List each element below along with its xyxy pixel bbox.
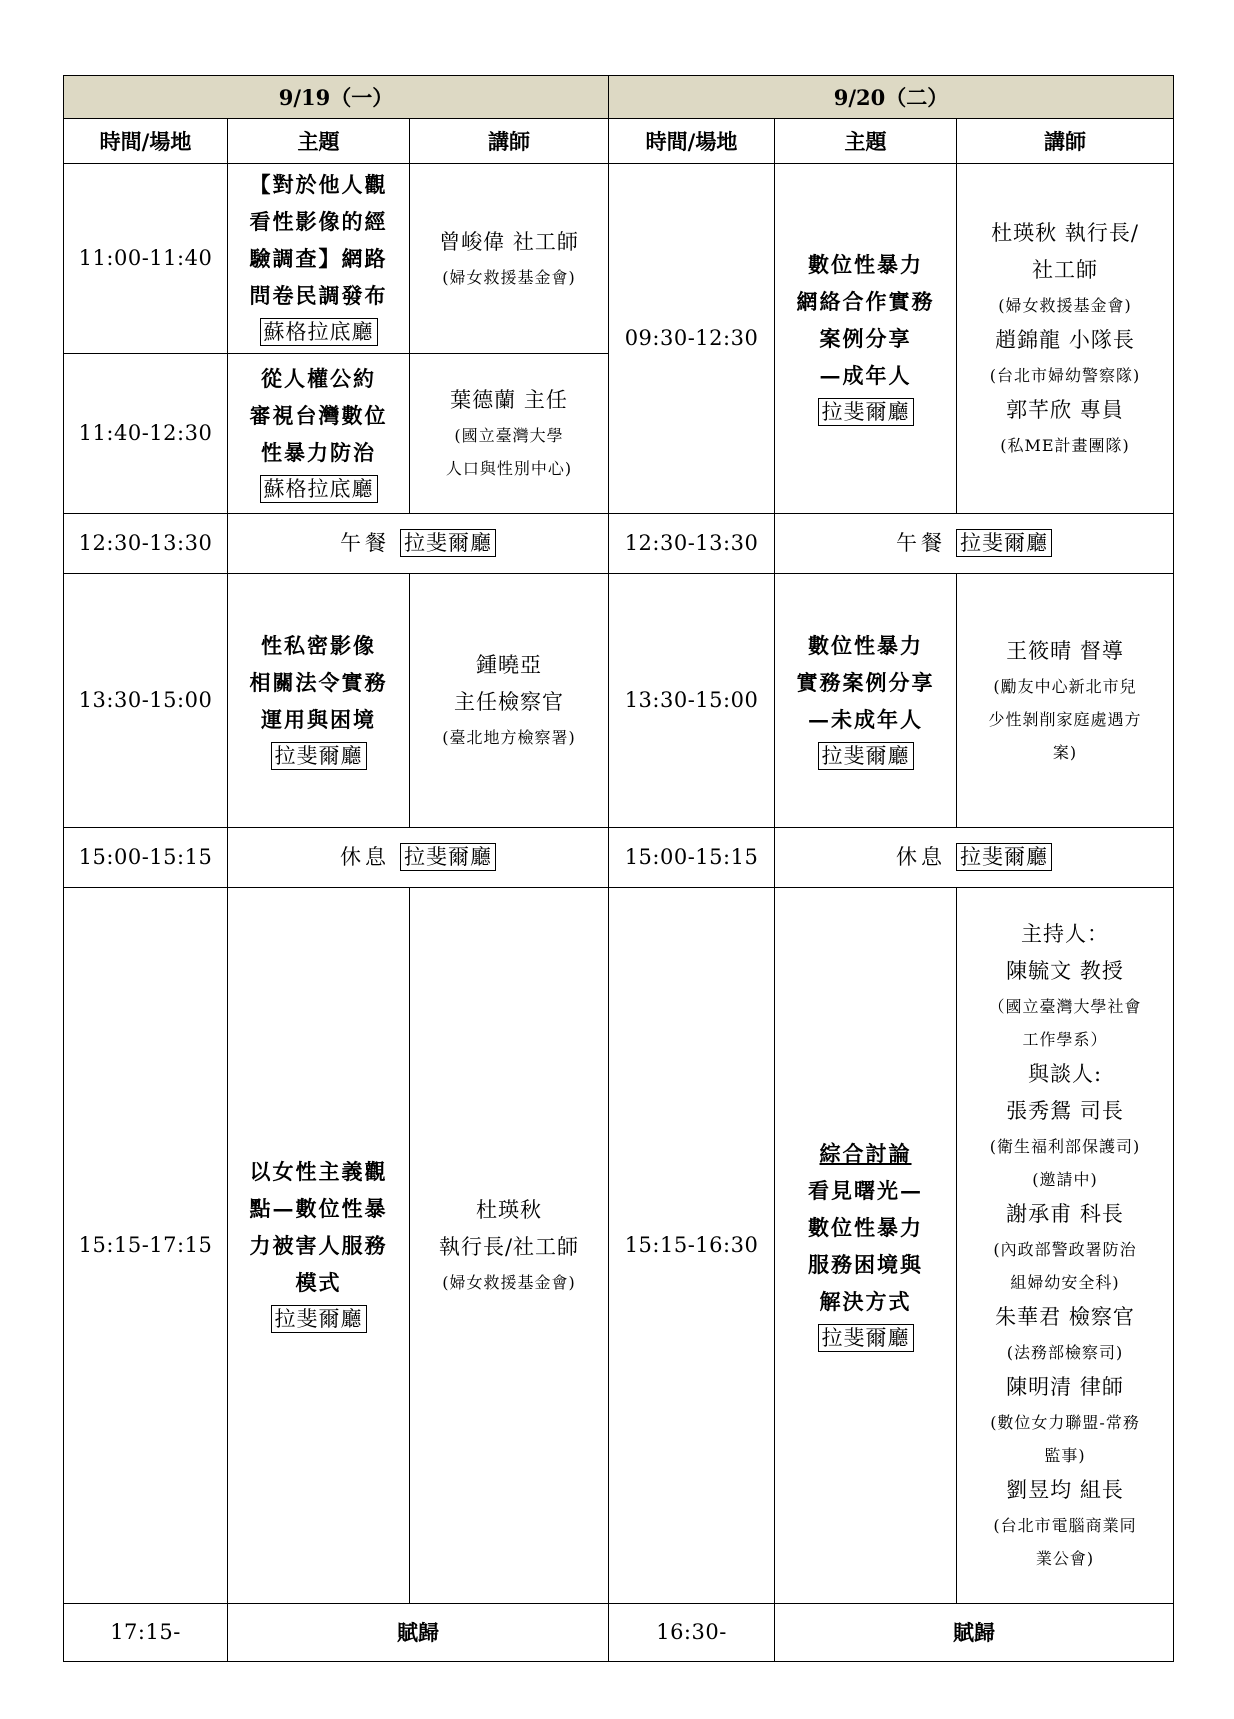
- host-label: 主持人：: [1021, 922, 1110, 946]
- topic-title: 綜合討論: [819, 1140, 912, 1166]
- speaker-org: (內政部警政署防治: [993, 1240, 1137, 1259]
- topic-line: 解決方式: [819, 1288, 912, 1314]
- topic-line: 案例分享: [819, 326, 912, 351]
- room-label: 拉斐爾廳: [271, 742, 367, 770]
- header-speaker: 講師: [957, 119, 1174, 164]
- speaker-name: 朱華君 檢察官: [995, 1305, 1135, 1329]
- topic-line: 驗調查】網路: [249, 246, 388, 271]
- room-label: 拉斐爾廳: [818, 398, 914, 426]
- session-speaker: [410, 164, 609, 354]
- break-label: 休息: [896, 845, 947, 869]
- speaker-org: (婦女救援基金會): [442, 1273, 576, 1292]
- speaker-org: 監事): [1044, 1446, 1086, 1465]
- speaker-name: 鍾曉亞: [476, 653, 542, 677]
- topic-line: 數位性暴力: [808, 1214, 924, 1240]
- topic-line: 審視台灣數位: [249, 402, 388, 428]
- session-time: 12:30-13:30: [609, 514, 775, 574]
- session-time: 15:15-16:30: [609, 888, 775, 1604]
- topic-line: 網絡合作實務: [796, 289, 935, 314]
- header-topic: 主題: [228, 119, 410, 164]
- speaker-org: 工作學系）: [1022, 1030, 1108, 1049]
- room-label: 拉斐爾廳: [956, 843, 1052, 871]
- session-time: 15:00-15:15: [64, 828, 228, 888]
- speaker-name: 葉德蘭 主任: [450, 388, 568, 412]
- speaker-org: (私ME計畫團隊): [1000, 436, 1130, 455]
- session-row: [64, 888, 1174, 1604]
- day2-title: 9/20（二）: [609, 76, 1174, 119]
- room-label: 拉斐爾廳: [818, 742, 914, 770]
- speaker-org: (法務部檢察司): [1006, 1343, 1124, 1362]
- topic-line: 以女性主義觀: [249, 1159, 388, 1184]
- lunch-label: 午餐: [896, 531, 947, 555]
- column-header-row: [64, 119, 1174, 164]
- header-time: 時間/場地: [64, 119, 228, 164]
- lunch-label: 午餐: [340, 531, 390, 555]
- session-row: [64, 574, 1174, 828]
- speaker-org: (衛生福利部保護司): [989, 1137, 1141, 1156]
- topic-line: 點—數位性暴: [249, 1196, 388, 1221]
- session-time: 12:30-13:30: [64, 514, 228, 574]
- speaker-name: 王筱晴 督導: [1006, 638, 1124, 663]
- speaker-org: 人口與性別中心): [445, 459, 573, 478]
- topic-line: 性私密影像: [261, 632, 376, 658]
- speaker-org: (婦女救援基金會): [998, 296, 1132, 315]
- topic-line: 【對於他人觀: [249, 172, 388, 197]
- room-label: 拉斐爾廳: [956, 529, 1052, 557]
- topic-line: 模式: [295, 1270, 342, 1295]
- speaker-name: 社工師: [1032, 258, 1099, 282]
- room-label: 蘇格拉底廳: [260, 475, 378, 503]
- session-topic: [228, 354, 410, 514]
- session-topic: [775, 574, 957, 828]
- session-speaker: [410, 888, 609, 1604]
- speaker-org: (數位女力聯盟-常務: [990, 1413, 1140, 1432]
- speaker-org: (臺北地方檢察署): [442, 728, 576, 747]
- topic-line: —未成年人: [808, 706, 924, 732]
- session-time: 17:15-: [64, 1604, 228, 1662]
- session-time: 13:30-15:00: [609, 574, 775, 828]
- session-topic: [775, 164, 957, 514]
- speaker-org: （國立臺灣大學社會: [988, 997, 1142, 1016]
- header-speaker: 講師: [410, 119, 609, 164]
- speaker-org: 業公會): [1035, 1549, 1095, 1568]
- speaker-name: 謝承甫 科長: [1006, 1202, 1124, 1226]
- session-speaker: [410, 354, 609, 514]
- speaker-name: 陳毓文 教授: [1006, 959, 1124, 983]
- session-time: 09:30-12:30: [609, 164, 775, 514]
- lunch-row: [64, 514, 1174, 574]
- topic-line: 看性影像的經: [249, 209, 388, 234]
- lunch-cell: [228, 514, 609, 574]
- speaker-org: 案): [1052, 742, 1078, 762]
- session-speaker: [957, 574, 1174, 828]
- speaker-org: 少性剝削家庭處遇方: [988, 709, 1142, 729]
- session-time: 11:00-11:40: [64, 164, 228, 354]
- end-label: 賦歸: [228, 1604, 609, 1662]
- speaker-org: (台北市婦幼警察隊): [989, 366, 1141, 385]
- topic-line: 數位性暴力: [808, 252, 924, 277]
- room-label: 蘇格拉底廳: [260, 318, 378, 346]
- topic-line: —成年人: [819, 363, 912, 388]
- end-label: 賦歸: [775, 1604, 1174, 1662]
- break-row: [64, 828, 1174, 888]
- session-speaker: [410, 574, 609, 828]
- room-label: 拉斐爾廳: [818, 1324, 914, 1352]
- session-time: 16:30-: [609, 1604, 775, 1662]
- panel-label: 與談人:: [1027, 1062, 1103, 1086]
- topic-line: 從人權公約: [261, 365, 376, 391]
- break-cell: [228, 828, 609, 888]
- header-topic: 主題: [775, 119, 957, 164]
- session-topic: [775, 888, 957, 1604]
- topic-line: 力被害人服務: [249, 1233, 388, 1258]
- topic-line: 看見曙光—: [808, 1177, 924, 1203]
- topic-line: 相關法令實務: [249, 669, 388, 695]
- speaker-org: 組婦幼安全科): [1010, 1273, 1120, 1292]
- speaker-org: (國立臺灣大學: [454, 426, 564, 445]
- speaker-org: (婦女救援基金會): [442, 267, 576, 287]
- session-topic: [228, 888, 410, 1604]
- room-label: 拉斐爾廳: [400, 843, 496, 871]
- topic-line: 數位性暴力: [808, 632, 924, 658]
- session-time: 11:40-12:30: [64, 354, 228, 514]
- speaker-name: 陳明清 律師: [1006, 1375, 1124, 1399]
- day1-title: 9/19（一）: [64, 76, 609, 119]
- topic-line: 運用與困境: [261, 706, 376, 732]
- speaker-org: (邀請中): [1032, 1170, 1098, 1189]
- speaker-name: 郭芊欣 專員: [1006, 398, 1124, 422]
- break-cell: [775, 828, 1174, 888]
- speaker-org: (勵友中心新北市兒: [993, 676, 1137, 696]
- speaker-org: (台北市電腦商業同: [993, 1516, 1137, 1535]
- speaker-name: 張秀鴛 司長: [1006, 1099, 1124, 1123]
- header-time: 時間/場地: [609, 119, 775, 164]
- room-label: 拉斐爾廳: [271, 1305, 367, 1333]
- speaker-name: 趙錦龍 小隊長: [995, 328, 1135, 352]
- speaker-name: 杜瑛秋 執行長/: [991, 221, 1139, 245]
- topic-line: 問卷民調發布: [249, 283, 388, 308]
- topic-line: 服務困境與: [808, 1251, 924, 1277]
- session-speaker: [957, 888, 1174, 1604]
- speaker-name: 劉昱均 組長: [1006, 1478, 1124, 1502]
- session-time: 13:30-15:00: [64, 574, 228, 828]
- session-row: [64, 164, 1174, 354]
- end-row: [64, 1604, 1174, 1662]
- session-time: 15:15-17:15: [64, 888, 228, 1604]
- schedule-table: [63, 75, 1174, 1662]
- session-topic: [228, 164, 410, 354]
- session-speaker: [957, 164, 1174, 514]
- session-topic: [228, 574, 410, 828]
- room-label: 拉斐爾廳: [400, 529, 496, 557]
- day-header-row: [64, 76, 1174, 119]
- session-time: 15:00-15:15: [609, 828, 775, 888]
- topic-line: 性暴力防治: [261, 439, 376, 465]
- speaker-name: 曾峻偉 社工師: [439, 229, 579, 254]
- speaker-title: 主任檢察官: [454, 690, 564, 714]
- break-label: 休息: [340, 845, 390, 869]
- speaker-name: 杜瑛秋: [476, 1198, 542, 1222]
- speaker-title: 執行長/社工師: [438, 1235, 580, 1259]
- lunch-cell: [775, 514, 1174, 574]
- topic-line: 實務案例分享: [796, 669, 935, 695]
